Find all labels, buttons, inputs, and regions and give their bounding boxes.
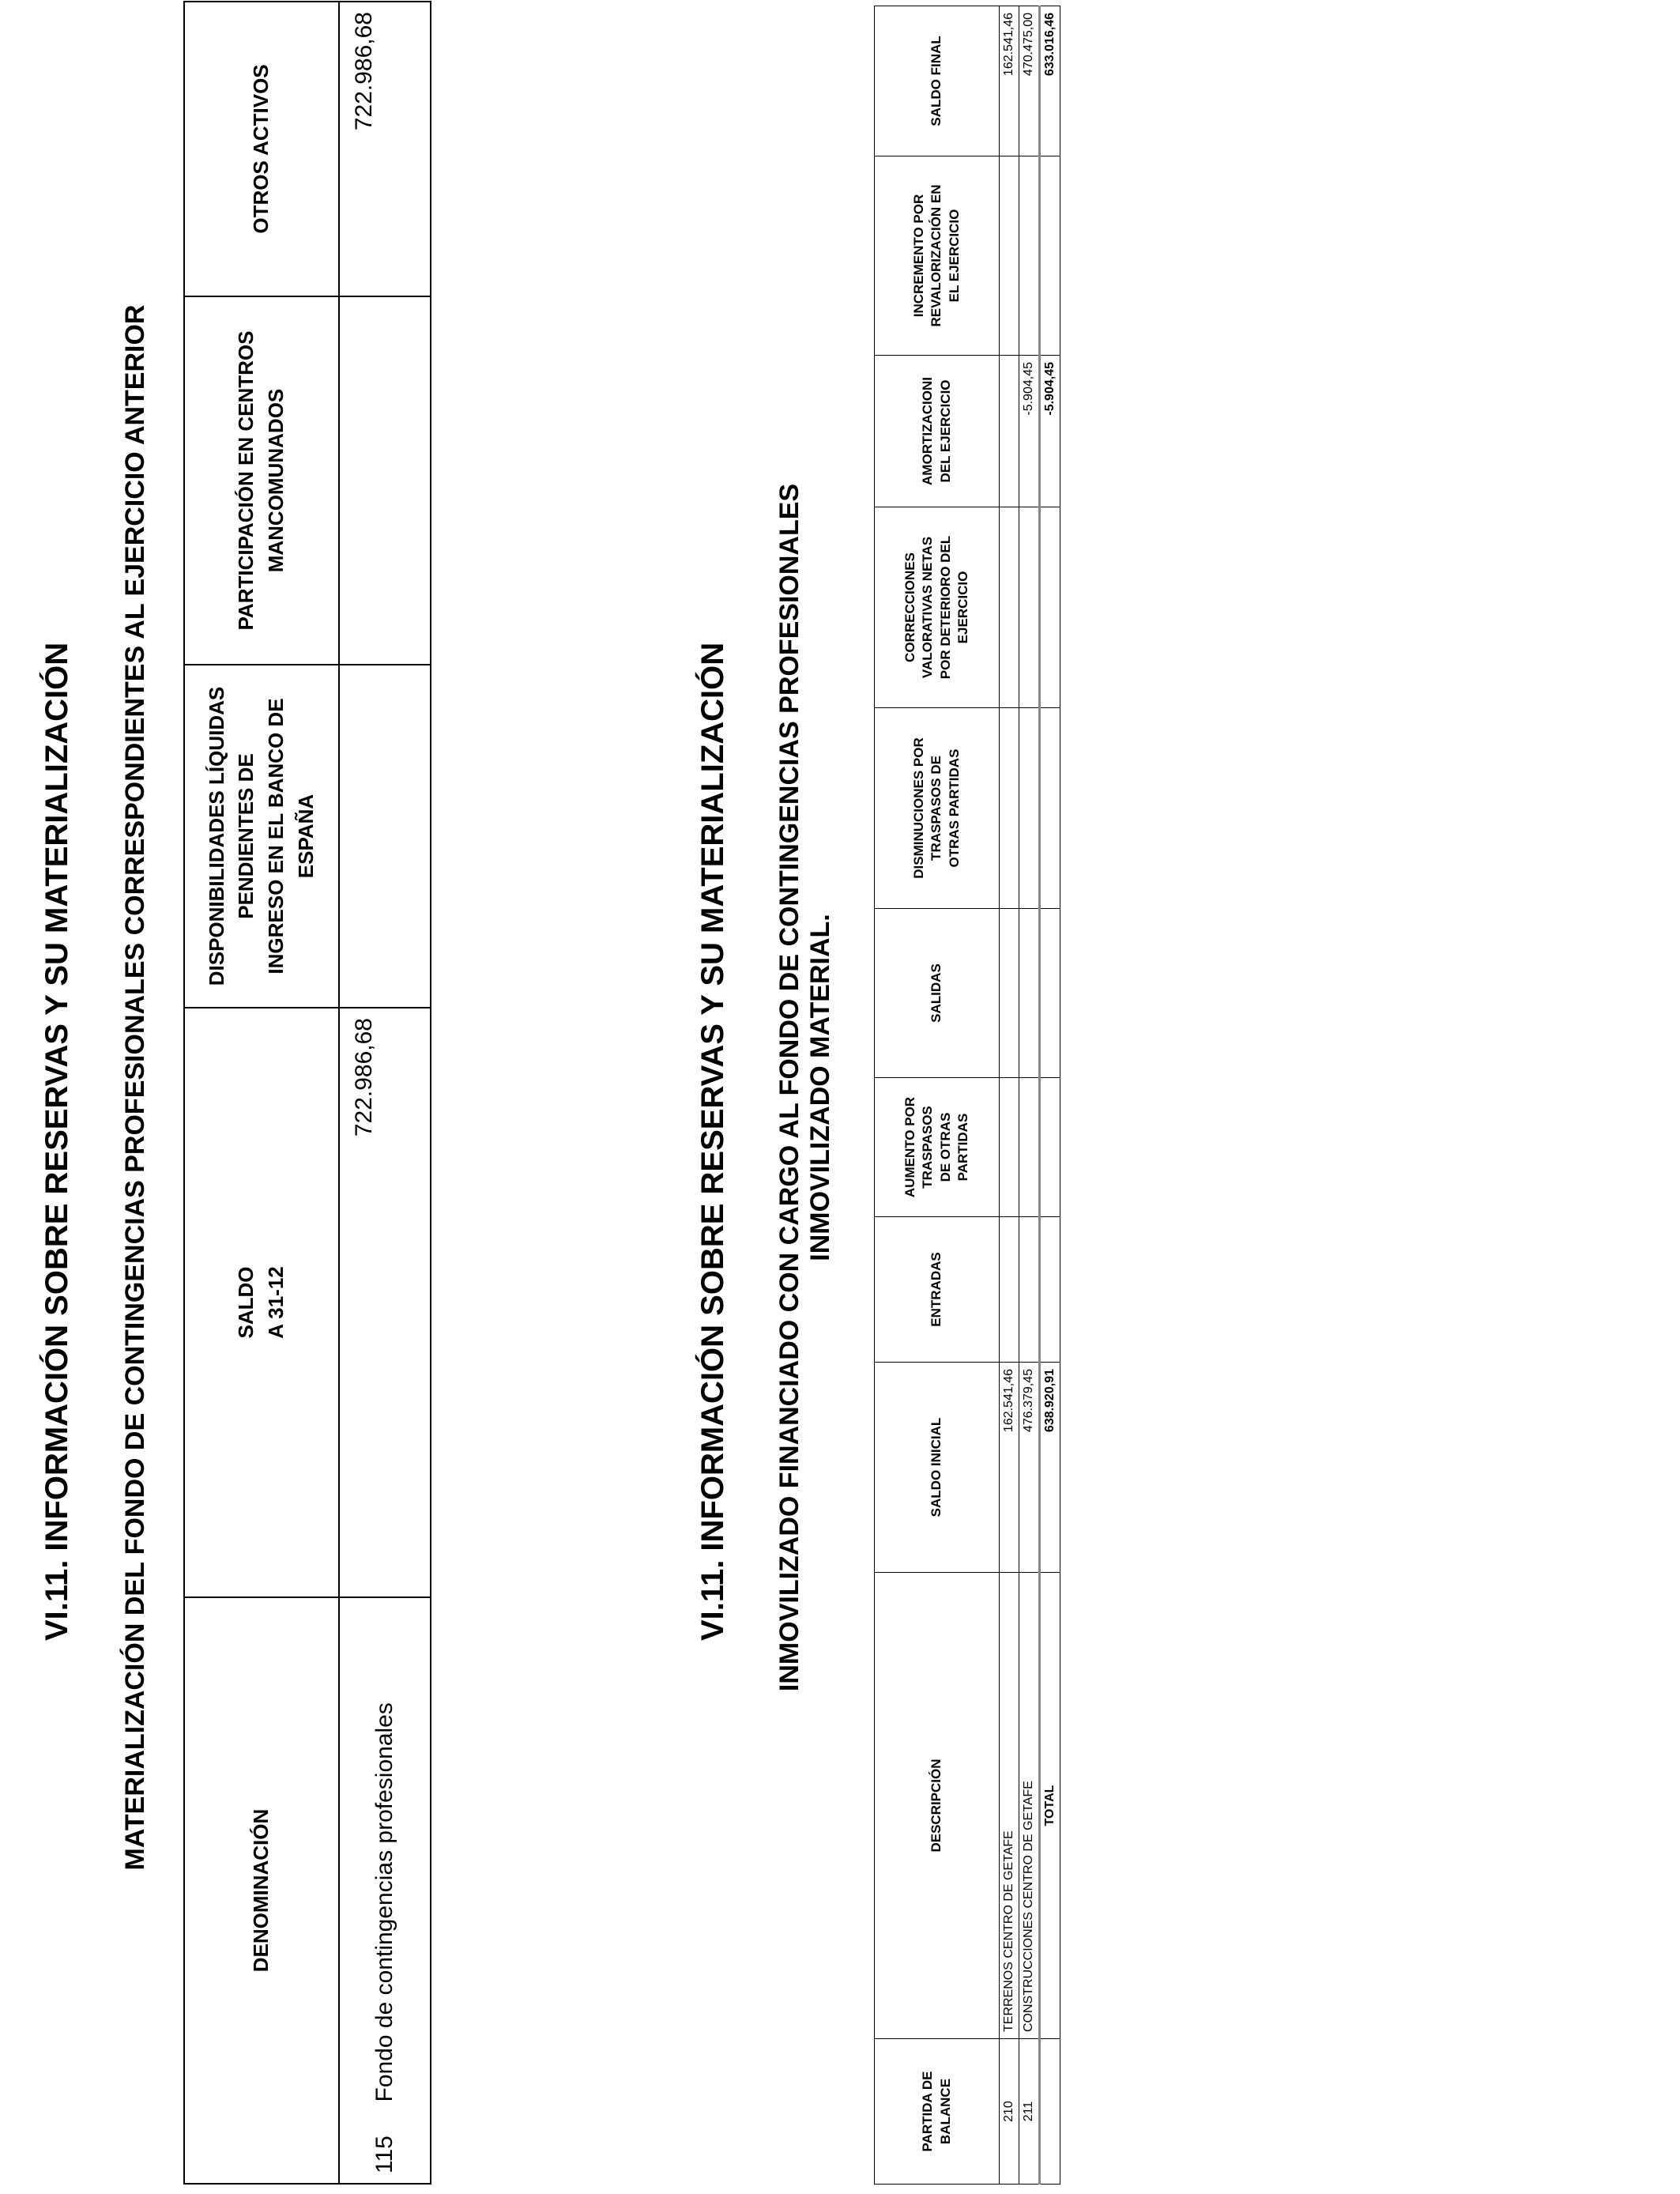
header-saldo [184,1008,339,1597]
header-disminuciones-line1: DISMINUCIONES POR [911,737,927,879]
cell-amortizacion [1000,356,1019,507]
section2-subtitle-line2: INMOVILIZADO MATERIAL. [805,914,836,1261]
total-saldo-final: 633.016,46 [1040,6,1060,156]
table-row [339,2,431,2184]
row-name: Fondo de contingencias profesionales [371,1702,397,2102]
cell-otros-activos: 722.986,68 [339,2,431,296]
header-participacion-line1: PARTICIPACIÓN EN CENTROS [234,330,258,631]
header-participacion [184,296,339,665]
cell-denominacion [339,1597,431,2184]
row-code: 115 [371,2136,397,2173]
cell-incremento [1019,156,1040,356]
cell-amortizacion: -5.904,45 [1019,356,1040,507]
header-incremento [875,156,1000,356]
cell-aumento [1019,1078,1040,1217]
cell-aumento [1000,1078,1019,1217]
header-partida [875,2039,1000,2185]
header-partida-line2: BALANCE [937,2078,953,2145]
cell-saldo-final: 470.475,00 [1019,6,1040,156]
cell-entradas [1019,1217,1040,1363]
header-correcciones-line2: VALORATIVAS NETAS [920,536,936,679]
header-incremento-line2: REVALORIZACIÓN EN [929,184,944,327]
header-disminuciones-line3: OTRAS PARTIDAS [946,748,962,868]
header-aumento-line4: PARTIDAS [955,1113,970,1182]
header-incremento-line1: INCREMENTO POR [911,194,927,318]
cell-saldo-inicial: 162.541,46 [1000,1363,1019,1573]
cell-descripcion: CONSTRUCCIONES CENTRO DE GETAFE [1019,1573,1040,2039]
header-otros-activos: OTROS ACTIVOS [184,2,339,296]
header-aumento [875,1078,1000,1217]
header-aumento-line2: TRASPASOS [920,1106,936,1189]
total-row [1040,6,1060,2185]
header-amortizacion-line2: DEL EJERCICIO [937,379,953,483]
total-correcciones [1040,507,1060,708]
section2-subtitle [774,266,836,1909]
cell-saldo-final: 162.541,46 [1000,6,1019,156]
header-aumento-line1: AUMENTO POR [902,1096,918,1198]
header-descripcion: DESCRIPCIÓN [875,1573,1000,2039]
header-partida-line1: PARTIDA DE [920,2071,936,2152]
total-salidas [1040,909,1060,1078]
section2-title: VI.11. INFORMACIÓN SOBRE RESERVAS Y SU MATERIALIZACIÓN [695,642,730,1641]
total-entradas [1040,1217,1060,1363]
total-amortizacion: -5.904,45 [1040,356,1060,507]
cell-disponibilidades [339,665,431,1008]
cell-saldo-inicial: 476.379,45 [1019,1363,1040,1573]
header-disminuciones [875,708,1000,909]
section2-subtitle-line1: INMOVILIZADO FINANCIADO CON CARGO AL FONDO DE CONTINGENCIAS PROFESIONALES [774,483,804,1692]
header-saldo-inicial: SALDO INICIAL [875,1363,1000,1573]
header-denominacion: DENOMINACIÓN [184,1597,339,2184]
cell-descripcion: TERRENOS CENTRO DE GETAFE [1000,1573,1019,2039]
cell-total-empty [1040,2039,1060,2185]
total-incremento [1040,156,1060,356]
table-row [1019,6,1040,2185]
cell-incremento [1000,156,1019,356]
cell-saldo: 722.986,68 [339,1008,431,1597]
header-disponibilidades-line2: INGRESO EN EL BANCO DE ESPAÑA [264,698,318,974]
total-disminuciones [1040,708,1060,909]
cell-salidas [1019,909,1040,1078]
header-entradas: ENTRADAS [875,1217,1000,1363]
total-saldo-inicial: 638.920,91 [1040,1363,1060,1573]
section1-title: VI.11. INFORMACIÓN SOBRE RESERVAS Y SU MATERIALIZACIÓN [40,642,74,1641]
inmovilizado-material-table [874,6,1060,2185]
header-correcciones [875,507,1000,708]
fondo-materializacion-table [183,1,431,2185]
header-participacion-line2: MANCOMUNADOS [264,388,288,573]
header-amortizacion [875,356,1000,507]
cell-correcciones [1000,507,1019,708]
header-disponibilidades [184,665,339,1008]
header-saldo-line1: SALDO [234,1266,258,1339]
cell-partida: 210 [1000,2039,1019,2185]
table-row [1000,6,1019,2185]
header-incremento-line3: EL EJERCICIO [946,209,962,303]
header-salidas: SALIDAS [875,909,1000,1078]
cell-partida: 211 [1019,2039,1040,2185]
header-disminuciones-line2: TRASPASOS DE [929,756,944,861]
cell-participacion [339,296,431,665]
cell-disminuciones [1000,708,1019,909]
header-saldo-final: SALDO FINAL [875,6,1000,156]
header-correcciones-line4: EJERCICIO [955,571,970,644]
total-label: TOTAL [1040,1573,1060,2039]
header-correcciones-line3: POR DETERIORO DEL [937,535,953,680]
header-correcciones-line1: CORRECCIONES [902,552,918,662]
section1-subtitle: MATERIALIZACIÓN DEL FONDO DE CONTINGENCIAS PROFESIONALES CORRESPONDIENTES AL EJERCICIO ANTERIOR [120,304,150,1871]
cell-disminuciones [1019,708,1040,909]
cell-salidas [1000,909,1019,1078]
header-saldo-line2: A 31-12 [264,1266,288,1339]
header-disponibilidades-line1: DISPONIBILIDADES LÍQUIDAS PENDIENTES DE [204,686,258,986]
cell-correcciones [1019,507,1040,708]
header-amortizacion-line1: AMORTIZACIONI [920,377,936,485]
total-aumento [1040,1078,1060,1217]
cell-entradas [1000,1217,1019,1363]
header-aumento-line3: DE OTRAS [937,1112,953,1182]
